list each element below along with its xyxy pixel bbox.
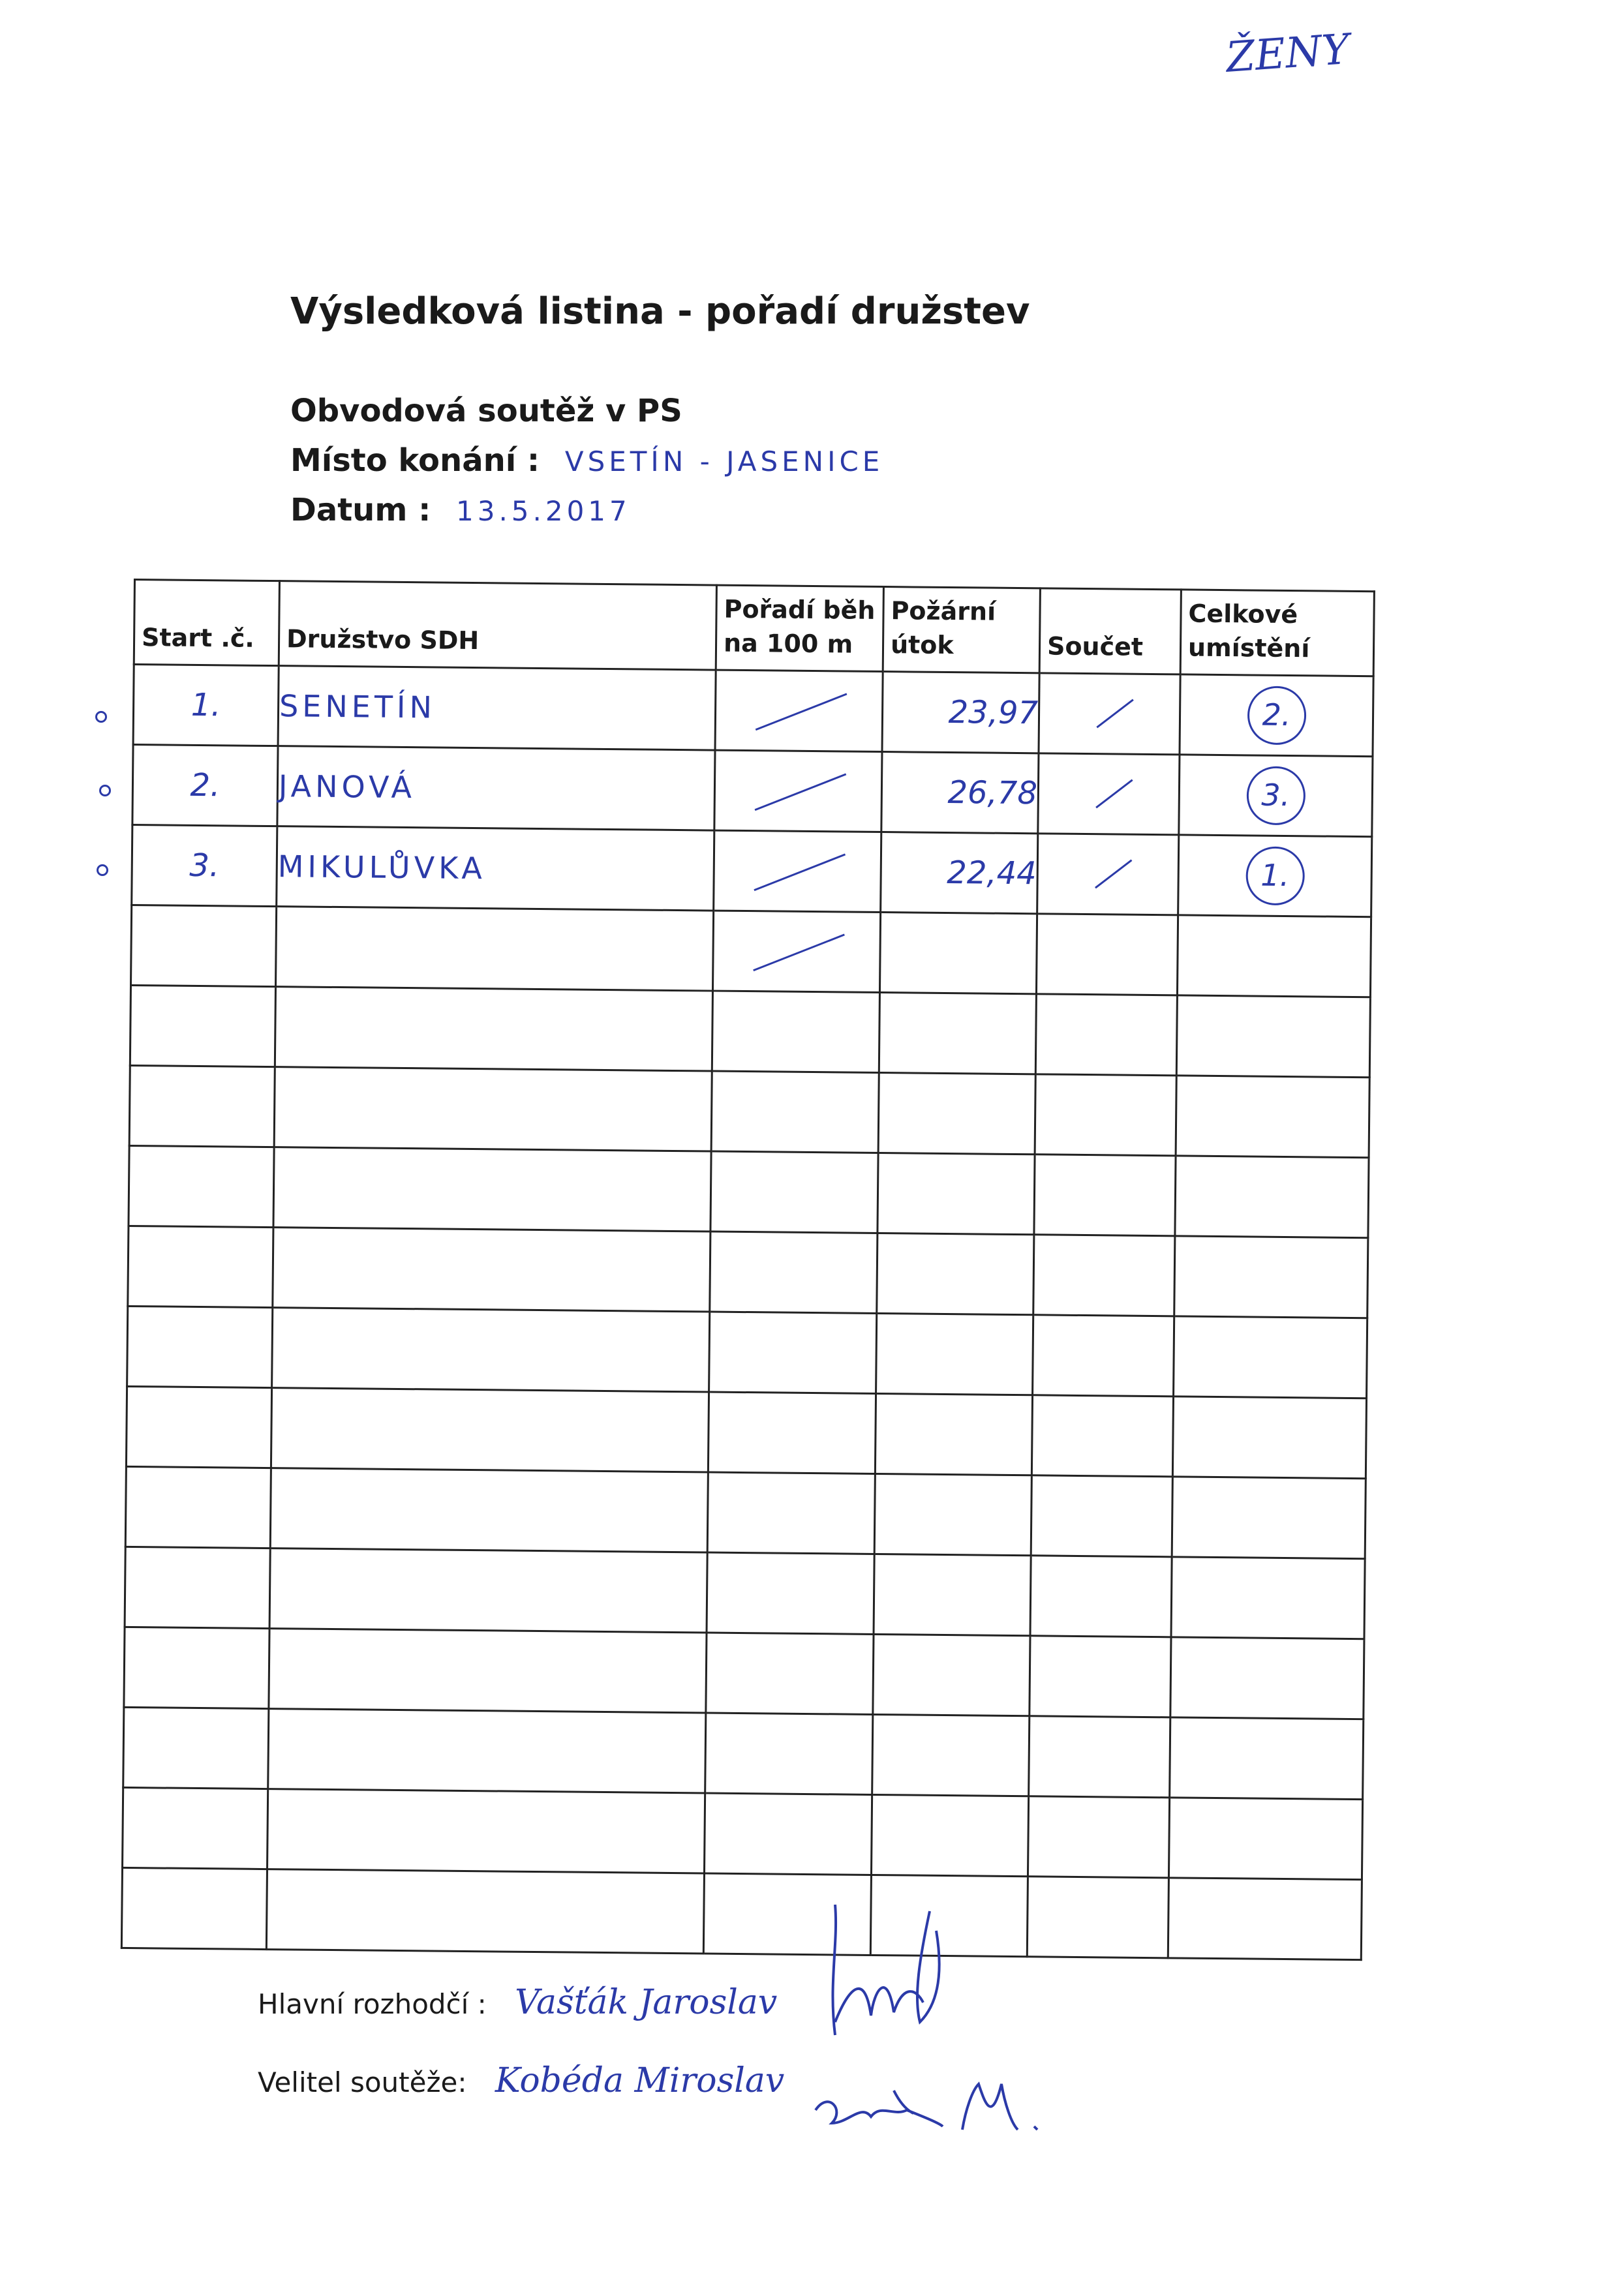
- table-row: [129, 1145, 1369, 1237]
- cell-start-number: [125, 1547, 270, 1628]
- cell-start-number: [123, 1787, 268, 1869]
- cell-run-100m: [710, 1151, 878, 1233]
- cell-total: [1031, 1475, 1172, 1557]
- cell-total: [1029, 1716, 1170, 1798]
- cell-run-100m: [714, 830, 881, 912]
- cell-run-100m: [709, 1312, 877, 1393]
- table-row: [127, 1306, 1367, 1398]
- cell-fire-attack-time: [874, 1554, 1031, 1635]
- cell-total: [1033, 1315, 1174, 1397]
- table-row: [123, 1707, 1364, 1799]
- cell-total: [1035, 994, 1177, 1076]
- cell-fire-attack-time: [872, 1714, 1030, 1796]
- cell-team-name: [269, 1548, 707, 1633]
- cell-total: [1033, 1235, 1175, 1316]
- cell-run-100m: [707, 1552, 874, 1634]
- margin-mark: [99, 785, 111, 796]
- table-header-row: [134, 580, 1374, 676]
- cell-start-number: 3.: [132, 824, 277, 906]
- cell-run-100m: [708, 1392, 876, 1473]
- venue-line: [290, 442, 883, 479]
- cell-team-name: [273, 1147, 711, 1231]
- cell-overall-place: [1174, 1236, 1368, 1318]
- cell-run-100m: [704, 1793, 872, 1875]
- cell-run-100m: [714, 750, 882, 832]
- header-run-100m: Pořadí běh na 100 m: [716, 585, 883, 671]
- cell-start-number: [124, 1627, 269, 1708]
- cell-overall-place: [1171, 1557, 1365, 1639]
- cell-start-number: [121, 1867, 267, 1949]
- cell-overall-place: [1180, 674, 1373, 757]
- cell-team-name: [274, 1067, 712, 1151]
- date-line: [290, 492, 631, 528]
- cell-fire-attack-time: [871, 1794, 1028, 1876]
- header-overall-place: Celkové umístění: [1180, 590, 1374, 676]
- dash-mark: [753, 933, 845, 971]
- table-row: [123, 1787, 1363, 1879]
- dash-mark: [754, 853, 846, 891]
- cell-fire-attack-time: [878, 1072, 1035, 1154]
- cell-total: [1030, 1556, 1172, 1637]
- dash-mark: [756, 693, 847, 731]
- cell-overall-place: [1178, 835, 1372, 917]
- cell-fire-attack-time: [874, 1473, 1031, 1555]
- cell-overall-place: [1175, 1156, 1369, 1238]
- cell-run-100m: [712, 991, 879, 1072]
- cell-overall-place: [1172, 1397, 1366, 1479]
- header-fire-attack: Požární útok: [883, 587, 1040, 673]
- cell-fire-attack-time: [875, 1393, 1032, 1475]
- chief-judge-signature: [809, 1892, 979, 2061]
- cell-fire-attack-time: 22,44: [881, 832, 1038, 914]
- cell-total: [1027, 1877, 1168, 1958]
- cell-run-100m: [710, 1231, 878, 1313]
- cell-overall-place: [1168, 1878, 1362, 1960]
- dash-mark: [755, 774, 847, 811]
- dash-mark: [1095, 859, 1132, 888]
- cell-run-100m: [711, 1071, 879, 1153]
- table-row: [125, 1547, 1365, 1639]
- cell-run-100m: [706, 1633, 874, 1714]
- competition-name-label: Obvodová soutěž v PS: [290, 393, 682, 429]
- table-row: [131, 905, 1371, 997]
- cell-total: [1034, 1155, 1176, 1236]
- header-start-number: Start .č.: [134, 580, 279, 666]
- table-row: [129, 1065, 1369, 1157]
- circled-place: 3.: [1246, 766, 1305, 825]
- cell-overall-place: [1170, 1637, 1364, 1719]
- cell-run-100m: [712, 911, 880, 992]
- corner-note-handwritten: ŽENY: [1224, 25, 1351, 82]
- cell-total: [1035, 1074, 1176, 1156]
- chief-judge-label: Hlavní rozhodčí :: [258, 1988, 487, 2020]
- table-row: [125, 1466, 1366, 1558]
- cell-total: [1031, 1395, 1173, 1477]
- cell-run-100m: [707, 1472, 875, 1554]
- cell-team-name: [269, 1629, 707, 1713]
- cell-fire-attack-time: [877, 1233, 1034, 1314]
- cell-start-number: [129, 1145, 274, 1227]
- cell-run-100m: [705, 1713, 873, 1794]
- cell-start-number: [131, 905, 277, 986]
- cell-team-name: SENETÍN: [278, 666, 716, 750]
- cell-total: [1038, 753, 1180, 835]
- cell-team-name: [272, 1308, 710, 1392]
- cell-team-name: [276, 907, 714, 991]
- cell-start-number: 2.: [132, 745, 278, 826]
- cell-team-name: [275, 987, 712, 1071]
- cell-total: [1036, 914, 1178, 995]
- table-row: [124, 1627, 1364, 1719]
- cell-overall-place: [1174, 1316, 1367, 1398]
- cell-start-number: [126, 1386, 271, 1468]
- table-row: [132, 824, 1372, 916]
- cell-total: [1037, 834, 1179, 915]
- commander-line: [258, 2061, 784, 2100]
- commander-name: Kobéda Miroslav: [495, 2061, 785, 2100]
- cell-fire-attack-time: 23,97: [882, 672, 1039, 753]
- cell-overall-place: [1170, 1717, 1364, 1800]
- cell-fire-attack-time: 26,78: [881, 752, 1039, 834]
- venue-label: Místo konání :: [290, 442, 540, 479]
- dash-mark: [1096, 699, 1133, 728]
- commander-label: Velitel soutěže:: [258, 2066, 467, 2098]
- chief-judge-line: [258, 1983, 777, 2022]
- cell-total: [1039, 673, 1180, 755]
- results-table: [121, 579, 1375, 1961]
- cell-team-name: [268, 1709, 706, 1793]
- table-row: [121, 1867, 1362, 1959]
- cell-overall-place: [1179, 755, 1373, 837]
- margin-mark: [97, 864, 108, 876]
- cell-team-name: [273, 1228, 710, 1312]
- cell-overall-place: [1176, 1076, 1369, 1158]
- page-title: Výsledková listina - pořadí družstev: [290, 290, 1030, 333]
- table-row: [126, 1386, 1366, 1478]
- cell-fire-attack-time: [879, 993, 1036, 1074]
- cell-team-name: [271, 1388, 709, 1472]
- cell-overall-place: [1168, 1798, 1362, 1880]
- cell-team-name: [270, 1468, 708, 1552]
- cell-team-name: JANOVÁ: [277, 746, 715, 830]
- cell-start-number: [128, 1226, 273, 1307]
- commander-signature: [809, 2064, 1057, 2149]
- cell-start-number: 1.: [133, 665, 279, 746]
- cell-run-100m: [715, 670, 883, 751]
- competition-name: [290, 393, 682, 429]
- cell-team-name: [267, 1789, 705, 1873]
- cell-start-number: [125, 1466, 271, 1548]
- table-row: [132, 745, 1373, 837]
- circled-place: 2.: [1247, 686, 1306, 745]
- date-value: 13.5.2017: [456, 495, 631, 527]
- cell-start-number: [123, 1707, 269, 1789]
- cell-fire-attack-time: [878, 1153, 1035, 1234]
- cell-start-number: [127, 1306, 273, 1387]
- cell-fire-attack-time: [879, 913, 1037, 994]
- header-total: Součet: [1039, 588, 1181, 674]
- cell-team-name: [266, 1869, 704, 1954]
- cell-team-name: MIKULŮVKA: [277, 826, 714, 911]
- chief-judge-name: Vašťák Jaroslav: [515, 1983, 778, 2022]
- cell-overall-place: [1172, 1477, 1366, 1559]
- table-row: [128, 1226, 1368, 1318]
- table-row: [133, 665, 1373, 757]
- venue-value: VSETÍN - JASENICE: [564, 446, 884, 477]
- date-label: Datum :: [290, 492, 431, 528]
- dash-mark: [1095, 779, 1133, 808]
- cell-total: [1030, 1636, 1171, 1717]
- header-team: Družstvo SDH: [279, 581, 716, 670]
- table-row: [130, 985, 1370, 1077]
- cell-start-number: [130, 985, 275, 1066]
- margin-mark: [95, 711, 107, 723]
- cell-overall-place: [1177, 915, 1371, 997]
- cell-start-number: [129, 1065, 275, 1147]
- cell-total: [1028, 1796, 1169, 1878]
- cell-fire-attack-time: [876, 1313, 1033, 1395]
- circled-place: 1.: [1245, 846, 1305, 905]
- cell-overall-place: [1176, 995, 1370, 1078]
- cell-fire-attack-time: [873, 1634, 1030, 1715]
